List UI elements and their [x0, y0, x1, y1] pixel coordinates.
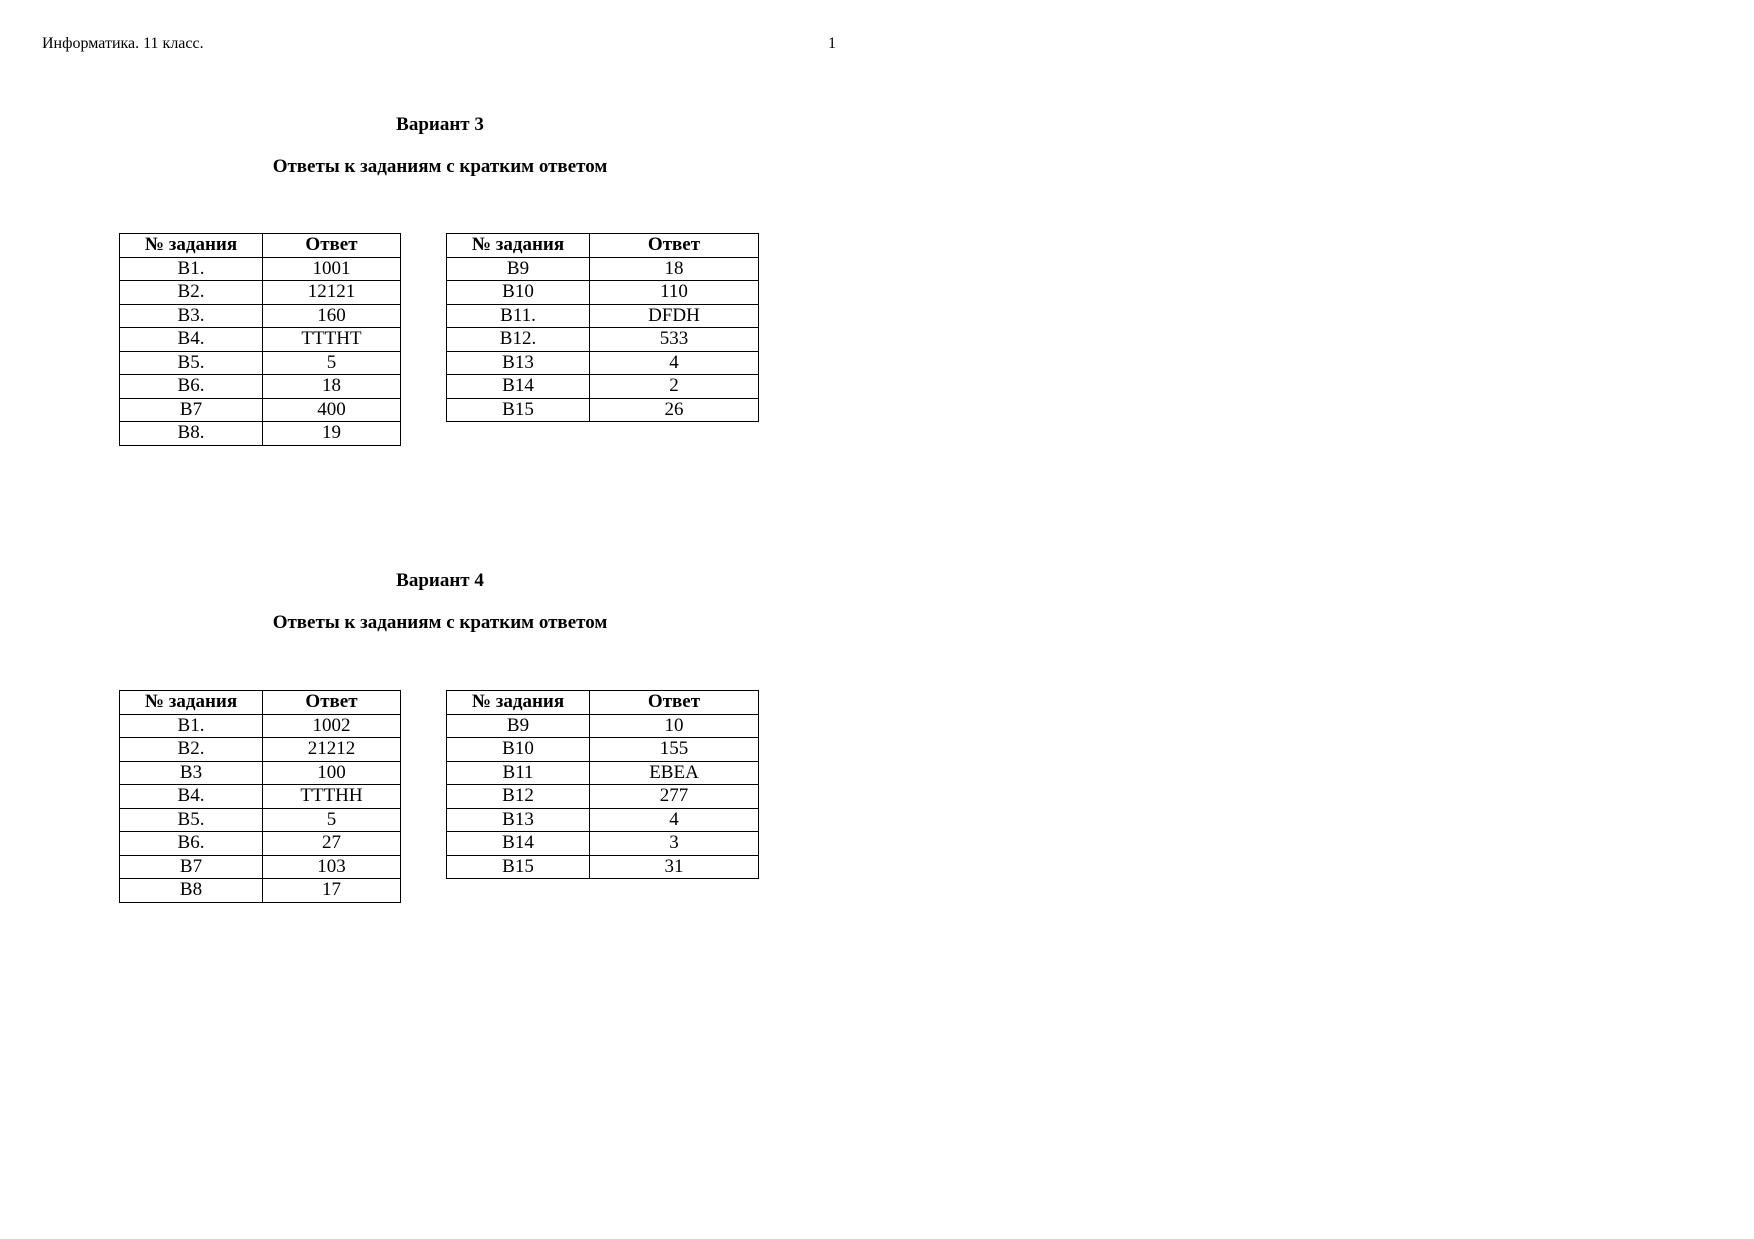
task-number-cell: B1. — [120, 257, 263, 281]
task-number-cell: B3 — [120, 761, 263, 785]
table-header-row — [447, 234, 759, 258]
task-number-cell: B11. — [447, 304, 590, 328]
task-number-cell: B8 — [120, 879, 263, 903]
task-number-cell: B2. — [120, 738, 263, 762]
answer-cell: ТТТНН — [263, 785, 401, 809]
task-number-cell: B2. — [120, 281, 263, 305]
task-number-cell: B6. — [120, 375, 263, 399]
task-number-cell: B10 — [447, 281, 590, 305]
task-number-cell: B9 — [447, 257, 590, 281]
table-row — [120, 714, 401, 738]
table-row — [120, 761, 401, 785]
answer-cell: 4 — [590, 351, 759, 375]
answer-cell: 277 — [590, 785, 759, 809]
variant-3-answers-table-left — [119, 233, 401, 446]
variant-4-answers-table-right — [446, 690, 759, 879]
answer-cell: 160 — [263, 304, 401, 328]
table-row — [447, 761, 759, 785]
table-row — [447, 808, 759, 832]
table-row — [447, 281, 759, 305]
task-number-header: № задания — [120, 691, 263, 715]
table-row — [120, 281, 401, 305]
table-row — [120, 879, 401, 903]
answer-cell: 19 — [263, 422, 401, 446]
table-row — [447, 785, 759, 809]
answer-cell: 1002 — [263, 714, 401, 738]
table-header-row — [120, 691, 401, 715]
page-number: 1 — [828, 35, 836, 52]
task-number-cell: B10 — [447, 738, 590, 762]
table-row — [120, 328, 401, 352]
answer-cell: 400 — [263, 398, 401, 422]
table-row — [120, 398, 401, 422]
task-number-cell: B15 — [447, 398, 590, 422]
table-row — [447, 304, 759, 328]
answer-cell: 4 — [590, 808, 759, 832]
task-number-cell: B13 — [447, 351, 590, 375]
task-number-cell: B11 — [447, 761, 590, 785]
answer-cell: 17 — [263, 879, 401, 903]
answer-cell: EBEA — [590, 761, 759, 785]
answer-cell: 5 — [263, 808, 401, 832]
table-row — [447, 714, 759, 738]
answer-header: Ответ — [590, 234, 759, 258]
task-number-cell: B1. — [120, 714, 263, 738]
answer-cell: 1001 — [263, 257, 401, 281]
task-number-cell: B7 — [120, 855, 263, 879]
variant-4-title: Вариант 4 — [396, 570, 484, 591]
variant-3-title: Вариант 3 — [396, 114, 484, 135]
table-row — [447, 328, 759, 352]
answer-cell: 31 — [590, 855, 759, 879]
answer-header: Ответ — [263, 691, 401, 715]
table-row — [120, 738, 401, 762]
answer-cell: 155 — [590, 738, 759, 762]
answer-header: Ответ — [263, 234, 401, 258]
answer-cell: 533 — [590, 328, 759, 352]
task-number-cell: B14 — [447, 832, 590, 856]
task-number-cell: B13 — [447, 808, 590, 832]
table-row — [447, 738, 759, 762]
table-row — [120, 351, 401, 375]
answer-cell: 5 — [263, 351, 401, 375]
table-row — [447, 351, 759, 375]
task-number-cell: B3. — [120, 304, 263, 328]
task-number-cell: B14 — [447, 375, 590, 399]
header-subject: Информатика. 11 класс. — [42, 35, 204, 52]
table-row — [447, 375, 759, 399]
answer-cell: 110 — [590, 281, 759, 305]
table-row — [120, 304, 401, 328]
task-number-cell: B15 — [447, 855, 590, 879]
variant-3-answers-table-right — [446, 233, 759, 422]
task-number-cell: B5. — [120, 808, 263, 832]
answer-cell: 10 — [590, 714, 759, 738]
table-row — [447, 398, 759, 422]
table-row — [120, 422, 401, 446]
task-number-cell: B8. — [120, 422, 263, 446]
task-number-cell: B4. — [120, 328, 263, 352]
answer-header: Ответ — [590, 691, 759, 715]
table-row — [447, 257, 759, 281]
task-number-header: № задания — [447, 234, 590, 258]
task-number-cell: B4. — [120, 785, 263, 809]
table-header-row — [447, 691, 759, 715]
answer-cell: 100 — [263, 761, 401, 785]
table-row — [120, 257, 401, 281]
answer-cell: 103 — [263, 855, 401, 879]
answer-cell: 3 — [590, 832, 759, 856]
table-row — [447, 832, 759, 856]
variant-3-subtitle: Ответы к заданиям с кратким ответом — [272, 156, 608, 177]
table-row — [120, 375, 401, 399]
answer-cell: 26 — [590, 398, 759, 422]
answer-cell: 18 — [263, 375, 401, 399]
table-header-row — [120, 234, 401, 258]
answer-cell: 12121 — [263, 281, 401, 305]
table-row — [120, 832, 401, 856]
variant-4-subtitle: Ответы к заданиям с кратким ответом — [272, 612, 608, 633]
answer-cell: 2 — [590, 375, 759, 399]
variant-4-answers-table-left — [119, 690, 401, 903]
table-row — [120, 785, 401, 809]
task-number-cell: B7 — [120, 398, 263, 422]
answer-cell: DFDH — [590, 304, 759, 328]
task-number-cell: B9 — [447, 714, 590, 738]
answer-cell: ТТТНТ — [263, 328, 401, 352]
table-row — [447, 855, 759, 879]
table-row — [120, 855, 401, 879]
task-number-cell: B5. — [120, 351, 263, 375]
task-number-cell: B6. — [120, 832, 263, 856]
answer-cell: 27 — [263, 832, 401, 856]
task-number-header: № задания — [120, 234, 263, 258]
task-number-header: № задания — [447, 691, 590, 715]
table-row — [120, 808, 401, 832]
answer-cell: 18 — [590, 257, 759, 281]
task-number-cell: B12 — [447, 785, 590, 809]
task-number-cell: B12. — [447, 328, 590, 352]
answer-cell: 21212 — [263, 738, 401, 762]
